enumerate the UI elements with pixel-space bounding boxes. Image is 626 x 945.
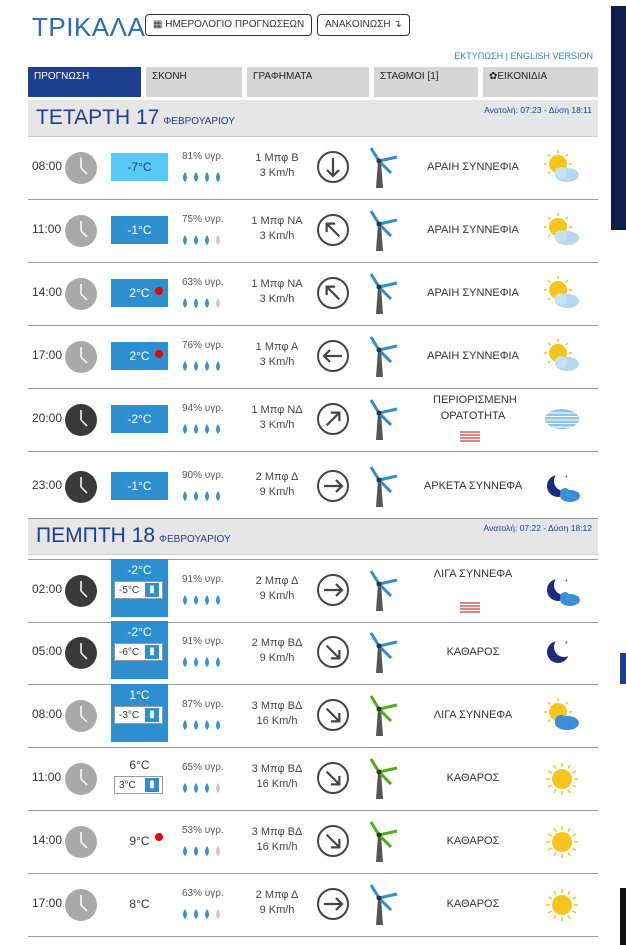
weather-shape xyxy=(543,468,581,506)
wind-beaufort: 1 Μπφ Α xyxy=(255,341,299,353)
day-month: ΦΕΒΡΟΥΑΡΙΟΥ xyxy=(159,534,231,545)
row-time: 08:00 xyxy=(32,707,63,721)
tab-charts[interactable]: ΓΡΑΦΗΜΑΤΑ xyxy=(247,67,369,97)
wind-turbine-icon xyxy=(361,336,401,378)
wind-direction-icon xyxy=(316,402,350,436)
wind-turbine-icon xyxy=(361,632,401,674)
fog-badge-icon xyxy=(458,429,482,448)
clock-icon xyxy=(65,215,97,247)
forecast-row xyxy=(28,389,598,452)
wind-info xyxy=(238,277,316,307)
wind-beaufort: 2 Μπφ Δ xyxy=(255,889,299,901)
clock-hands xyxy=(65,700,97,732)
arrow-icon xyxy=(316,824,350,858)
clock-icon xyxy=(65,575,97,607)
clock-hands xyxy=(65,152,97,184)
humidity-drops xyxy=(180,296,230,314)
drops-icons xyxy=(180,845,230,857)
forecast-row xyxy=(28,456,598,519)
wind-turbine-icon xyxy=(361,147,401,189)
humidity: 94% υγρ. xyxy=(182,403,224,414)
drops-icons xyxy=(180,656,230,668)
drops-icons xyxy=(180,297,230,309)
weather-description: ΑΡΑΙΗ ΣΥΝΝΕΦΙΑ xyxy=(427,350,519,362)
humidity-drops xyxy=(180,593,230,611)
wind-speed: 16 Km/h xyxy=(256,778,298,790)
weather-shape xyxy=(543,572,581,610)
row-time: 08:00 xyxy=(32,159,63,173)
weather-shape xyxy=(543,760,581,798)
wind-info xyxy=(238,762,316,792)
side-banner-small[interactable] xyxy=(620,653,626,684)
weather-shape xyxy=(543,212,581,250)
drops-icons xyxy=(180,171,230,183)
wind-beaufort: 3 Μπφ ΒΔ xyxy=(251,700,303,712)
turbine-shape xyxy=(361,466,401,508)
drops-icons xyxy=(180,423,230,435)
humidity-drops xyxy=(180,844,230,862)
forecast-row xyxy=(28,200,598,263)
clock-icon xyxy=(65,152,97,184)
humidity-drops xyxy=(180,907,230,925)
tab-icons[interactable] xyxy=(483,67,598,97)
drops-icons xyxy=(180,234,230,246)
humidity: 63% υγρ. xyxy=(182,888,224,899)
weather-icon-sun xyxy=(543,886,581,924)
humidity-drops xyxy=(180,359,230,377)
day-name xyxy=(36,524,231,548)
temperature-box xyxy=(111,684,168,742)
clock-hands xyxy=(65,637,97,669)
tab-dust[interactable]: ΣΚΟΝΗ xyxy=(146,67,242,97)
wind-speed: 3 Km/h xyxy=(259,167,295,179)
humidity: 90% υγρ. xyxy=(182,470,224,481)
wind-speed: 3 Km/h xyxy=(259,293,295,305)
turbine-shape xyxy=(361,570,401,612)
drops-icons xyxy=(180,719,230,731)
weather-shape xyxy=(543,697,581,735)
arrow-icon xyxy=(316,469,350,503)
wind-info xyxy=(238,340,316,370)
row-time: 17:00 xyxy=(32,896,63,910)
temperature-box xyxy=(111,621,168,679)
warning-dot xyxy=(155,350,163,358)
temperature-value: 1°C xyxy=(129,688,150,702)
wind-turbine-icon xyxy=(361,273,401,315)
drops-icons xyxy=(180,490,230,502)
clock-hands xyxy=(65,763,97,795)
weather-shape xyxy=(543,823,581,861)
wind-turbine-icon xyxy=(361,695,401,737)
weather-icon-partly xyxy=(543,275,581,313)
humidity: 65% υγρ. xyxy=(182,762,224,773)
wind-turbine-icon xyxy=(361,399,401,441)
wind-direction-icon xyxy=(316,150,350,184)
weather-icon-moon-cloud xyxy=(543,468,581,506)
row-time: 11:00 xyxy=(32,222,62,236)
wind-info xyxy=(238,888,316,918)
clock-icon xyxy=(65,341,97,373)
wind-direction-icon xyxy=(316,339,350,373)
weather-icon-moon-cloud xyxy=(543,572,581,610)
row-time: 17:00 xyxy=(32,348,63,362)
forecast-calendar-button[interactable] xyxy=(145,14,312,36)
day-name-text: ΠΕΜΠΤΗ 18 xyxy=(36,524,156,547)
weather-icon-partly xyxy=(543,149,581,187)
weather-shape xyxy=(543,275,581,313)
tab-icons-label: ΕΙΚΟΝΙΔΙΑ xyxy=(497,71,548,82)
humidity-drops xyxy=(180,422,230,440)
temperature-value: -2°C xyxy=(127,412,152,426)
day-name-text: ΤΕΤΑΡΤΗ 17 xyxy=(36,106,160,129)
wind-direction-icon xyxy=(316,276,350,310)
turbine-shape xyxy=(361,147,401,189)
wind-info xyxy=(238,403,316,433)
arrow-icon xyxy=(316,276,350,310)
temperature-value: 8°C xyxy=(129,897,150,911)
weather-icon-sun xyxy=(543,823,581,861)
gear-icon: ✿ xyxy=(489,71,498,82)
clock-hands xyxy=(65,404,97,436)
warning-dot xyxy=(155,287,163,295)
forecast-row xyxy=(28,748,598,811)
forecast-row xyxy=(28,263,598,326)
weather-description: ΚΑΘΑΡΟΣ xyxy=(446,772,500,784)
thermometer-person-icon: ▮ xyxy=(145,778,159,792)
wind-beaufort: 2 Μπφ Δ xyxy=(255,575,299,587)
row-time: 05:00 xyxy=(32,644,63,658)
feels-like-box xyxy=(114,706,163,724)
weather-description: ΑΡΑΙΗ ΣΥΝΝΕΦΙΑ xyxy=(427,224,519,236)
turbine-shape xyxy=(361,336,401,378)
humidity-drops xyxy=(180,781,230,799)
row-time: 14:00 xyxy=(32,833,63,847)
humidity: 75% υγρ. xyxy=(182,214,224,225)
feels-like-value: -3°C xyxy=(119,710,140,721)
turbine-shape xyxy=(361,695,401,737)
temperature-box xyxy=(111,153,168,181)
thermometer-person-icon: ▮ xyxy=(145,583,159,597)
clock-hands xyxy=(65,889,97,921)
wind-beaufort: 1 Μπφ Β xyxy=(255,152,299,164)
turbine-shape xyxy=(361,758,401,800)
wind-turbine-icon xyxy=(361,570,401,612)
wind-beaufort: 1 Μπφ ΝΑ xyxy=(251,215,303,227)
wind-speed: 9 Km/h xyxy=(259,652,295,664)
wind-direction-icon xyxy=(316,573,350,607)
arrow-icon xyxy=(316,761,350,795)
temperature-value: -2°C xyxy=(127,625,152,639)
clock-hands xyxy=(65,471,97,503)
arrow-icon xyxy=(316,635,350,669)
warning-dot xyxy=(155,833,163,841)
wind-turbine-icon xyxy=(361,821,401,863)
clock-hands xyxy=(65,278,97,310)
row-time: 11:00 xyxy=(32,770,62,784)
drops-icons xyxy=(180,908,230,920)
wind-speed: 9 Km/h xyxy=(259,904,295,916)
wind-speed: 3 Km/h xyxy=(259,230,295,242)
weather-shape xyxy=(543,338,581,376)
side-banner-bottom[interactable] xyxy=(620,888,626,945)
turbine-shape xyxy=(361,632,401,674)
weather-description: ΑΡΑΙΗ ΣΥΝΝΕΦΙΑ xyxy=(427,287,519,299)
calendar-button-label: ΗΜΕΡΟΛΟΓΙΟ ΠΡΟΓΝΩΣΕΩΝ xyxy=(165,19,305,30)
arrow-down-icon: ↴ xyxy=(390,19,402,30)
weather-icon-sun-cloud xyxy=(543,697,581,735)
humidity: 76% υγρ. xyxy=(182,340,224,351)
humidity: 87% υγρ. xyxy=(182,699,224,710)
row-time: 14:00 xyxy=(32,285,63,299)
clock-icon xyxy=(65,404,97,436)
wind-turbine-icon xyxy=(361,466,401,508)
temperature-box xyxy=(111,472,168,500)
wind-info xyxy=(238,151,316,181)
turbine-shape xyxy=(361,821,401,863)
temperature-value: -7°C xyxy=(127,160,152,174)
tab-forecast[interactable]: ΠΡΟΓΝΩΣΗ xyxy=(28,67,141,97)
row-time: 20:00 xyxy=(32,411,63,425)
weather-icon-fog xyxy=(543,401,581,439)
wind-speed: 3 Km/h xyxy=(259,419,295,431)
wind-beaufort: 3 Μπφ ΒΔ xyxy=(251,763,303,775)
arrow-icon xyxy=(316,698,350,732)
clock-icon xyxy=(65,826,97,858)
sunrise-sunset: Ανατολή: 07:23 - Δύση 18:11 xyxy=(484,105,592,115)
turbine-shape xyxy=(361,210,401,252)
temperature-box xyxy=(111,827,168,855)
wind-speed: 16 Km/h xyxy=(256,715,298,727)
humidity: 91% υγρ. xyxy=(182,574,224,585)
humidity-drops xyxy=(180,233,230,251)
humidity: 63% υγρ. xyxy=(182,277,224,288)
wind-info xyxy=(238,214,316,244)
humidity: 91% υγρ. xyxy=(182,636,224,647)
announcement-button-label: ΑΝΑΚΟΙΝΩΣΗ xyxy=(325,19,391,30)
wind-beaufort: 2 Μπφ Δ xyxy=(255,471,299,483)
clock-icon xyxy=(65,700,97,732)
row-time: 23:00 xyxy=(32,478,63,492)
feels-like-value: 3°C xyxy=(119,780,136,791)
wind-turbine-icon xyxy=(361,758,401,800)
wind-speed: 16 Km/h xyxy=(256,841,298,853)
wind-direction-icon xyxy=(316,824,350,858)
english-version-link[interactable]: ENGLISH VERSION xyxy=(510,51,593,61)
clock-hands xyxy=(65,826,97,858)
clock-icon xyxy=(65,889,97,921)
temperature-value: 2°C xyxy=(129,286,150,300)
link-separator: | xyxy=(505,51,508,61)
forecast-row xyxy=(28,811,598,874)
feels-like-box xyxy=(114,581,163,599)
forecast-row xyxy=(28,326,598,389)
turbine-shape xyxy=(361,399,401,441)
fog-badge-icon xyxy=(458,600,482,619)
weather-shape xyxy=(543,886,581,924)
arrow-icon xyxy=(316,213,350,247)
feels-like-value: -6°C xyxy=(119,647,140,658)
weather-description: ΚΑΘΑΡΟΣ xyxy=(446,835,500,847)
tab-stations[interactable]: ΣΤΑΘΜΟΙ [1] xyxy=(374,67,478,97)
drops-icons xyxy=(180,782,230,794)
weather-icon-partly xyxy=(543,338,581,376)
tab-bar xyxy=(28,67,598,97)
wind-speed: 9 Km/h xyxy=(259,590,295,602)
humidity-drops xyxy=(180,655,230,673)
fog-lines xyxy=(458,429,482,443)
temperature-box xyxy=(111,559,168,617)
temperature-box xyxy=(111,890,168,918)
temperature-box xyxy=(111,216,168,244)
forecast-row xyxy=(28,685,598,748)
clock-hands xyxy=(65,575,97,607)
temperature-value: 6°C xyxy=(129,758,150,772)
weather-icon-sun xyxy=(543,760,581,798)
weather-description: ΚΑΘΑΡΟΣ xyxy=(446,898,500,910)
wind-direction-icon xyxy=(316,761,350,795)
temperature-value: -1°C xyxy=(127,223,152,237)
top-links xyxy=(454,51,593,61)
clock-icon xyxy=(65,763,97,795)
weather-description: ΚΑΘΑΡΟΣ xyxy=(446,646,500,658)
arrow-icon xyxy=(316,887,350,921)
temperature-box xyxy=(111,405,168,433)
drops-icons xyxy=(180,360,230,372)
humidity: 53% υγρ. xyxy=(182,825,224,836)
wind-direction-icon xyxy=(316,635,350,669)
weather-icon-partly xyxy=(543,212,581,250)
thermometer-person-icon: ▮ xyxy=(145,708,159,722)
temperature-value: -1°C xyxy=(127,479,152,493)
humidity-drops xyxy=(180,718,230,736)
temperature-box xyxy=(111,754,168,802)
announcement-button[interactable] xyxy=(317,14,410,36)
weather-description: ΛΙΓΑ ΣΥΝΝΕΦΑ xyxy=(433,568,513,580)
arrow-icon xyxy=(316,402,350,436)
clock-hands xyxy=(65,215,97,247)
temperature-value: -2°C xyxy=(127,563,152,577)
wind-info xyxy=(238,825,316,855)
city-title: ΤΡΙΚΑΛΑ xyxy=(32,12,146,42)
clock-hands xyxy=(65,341,97,373)
day-header xyxy=(28,100,598,137)
turbine-shape xyxy=(361,884,401,926)
svg-text:*: * xyxy=(565,641,568,648)
wind-info xyxy=(238,699,316,729)
feels-like-box xyxy=(114,643,163,661)
weather-shape xyxy=(543,149,581,187)
weather-description: ΛΙΓΑ ΣΥΝΝΕΦΑ xyxy=(433,709,513,721)
day-header xyxy=(28,518,598,555)
clock-icon xyxy=(65,637,97,669)
forecast-row xyxy=(28,137,598,200)
forecast-row xyxy=(28,622,598,685)
wind-turbine-icon xyxy=(361,884,401,926)
weather-description: ΑΡΚΕΤΑ ΣΥΝΝΕΦΑ xyxy=(423,480,523,492)
wind-info xyxy=(238,470,316,500)
day-name xyxy=(36,106,235,130)
temperature-value: 9°C xyxy=(129,834,150,848)
weather-shape xyxy=(543,401,581,439)
forecast-row xyxy=(28,559,598,623)
svg-text:*: * xyxy=(565,475,568,482)
feels-like-box xyxy=(114,776,163,794)
wind-beaufort: 1 Μπφ ΝΔ xyxy=(251,404,303,416)
feels-like-value: -5°C xyxy=(119,585,140,596)
weather-description: ΑΡΑΙΗ ΣΥΝΝΕΦΙΑ xyxy=(427,161,519,173)
calendar-icon: ▦ xyxy=(153,19,166,30)
wind-direction-icon xyxy=(316,887,350,921)
side-banner[interactable] xyxy=(611,6,626,230)
wind-beaufort: 3 Μπφ ΒΔ xyxy=(251,826,303,838)
wind-beaufort: 1 Μπφ ΝΑ xyxy=(251,278,303,290)
day-month: ΦΕΒΡΟΥΑΡΙΟΥ xyxy=(163,116,235,127)
fog-lines xyxy=(458,600,482,614)
wind-speed: 3 Km/h xyxy=(259,356,295,368)
arrow-icon xyxy=(316,339,350,373)
wind-beaufort: 2 Μπφ ΒΔ xyxy=(251,637,303,649)
print-link[interactable]: ΕΚΤΥΠΩΣΗ xyxy=(454,51,504,61)
weather-description: ΠΕΡΙΟΡΙΣΜΕΝΗ ΟΡΑΤΟΤΗΤΑ xyxy=(433,394,517,422)
forecast-row xyxy=(28,874,598,937)
wind-info xyxy=(238,636,316,666)
wind-info xyxy=(238,574,316,604)
arrow-icon xyxy=(316,150,350,184)
clock-icon xyxy=(65,471,97,503)
humidity-drops xyxy=(180,170,230,188)
svg-text:*: * xyxy=(565,579,568,586)
row-time: 02:00 xyxy=(32,582,63,596)
clock-icon xyxy=(65,278,97,310)
arrow-icon xyxy=(316,573,350,607)
weather-icon-moon xyxy=(543,634,581,672)
wind-turbine-icon xyxy=(361,210,401,252)
wind-direction-icon xyxy=(316,698,350,732)
temperature-value: 2°C xyxy=(129,349,150,363)
weather-shape xyxy=(543,634,581,672)
sunrise-sunset: Ανατολή: 07:22 - Δύση 18:12 xyxy=(483,523,592,533)
drops-icons xyxy=(180,594,230,606)
humidity-drops xyxy=(180,489,230,507)
wind-direction-icon xyxy=(316,469,350,503)
wind-speed: 9 Km/h xyxy=(259,486,295,498)
thermometer-person-icon: ▮ xyxy=(145,645,159,659)
wind-direction-icon xyxy=(316,213,350,247)
turbine-shape xyxy=(361,273,401,315)
humidity: 81% υγρ. xyxy=(182,151,224,162)
